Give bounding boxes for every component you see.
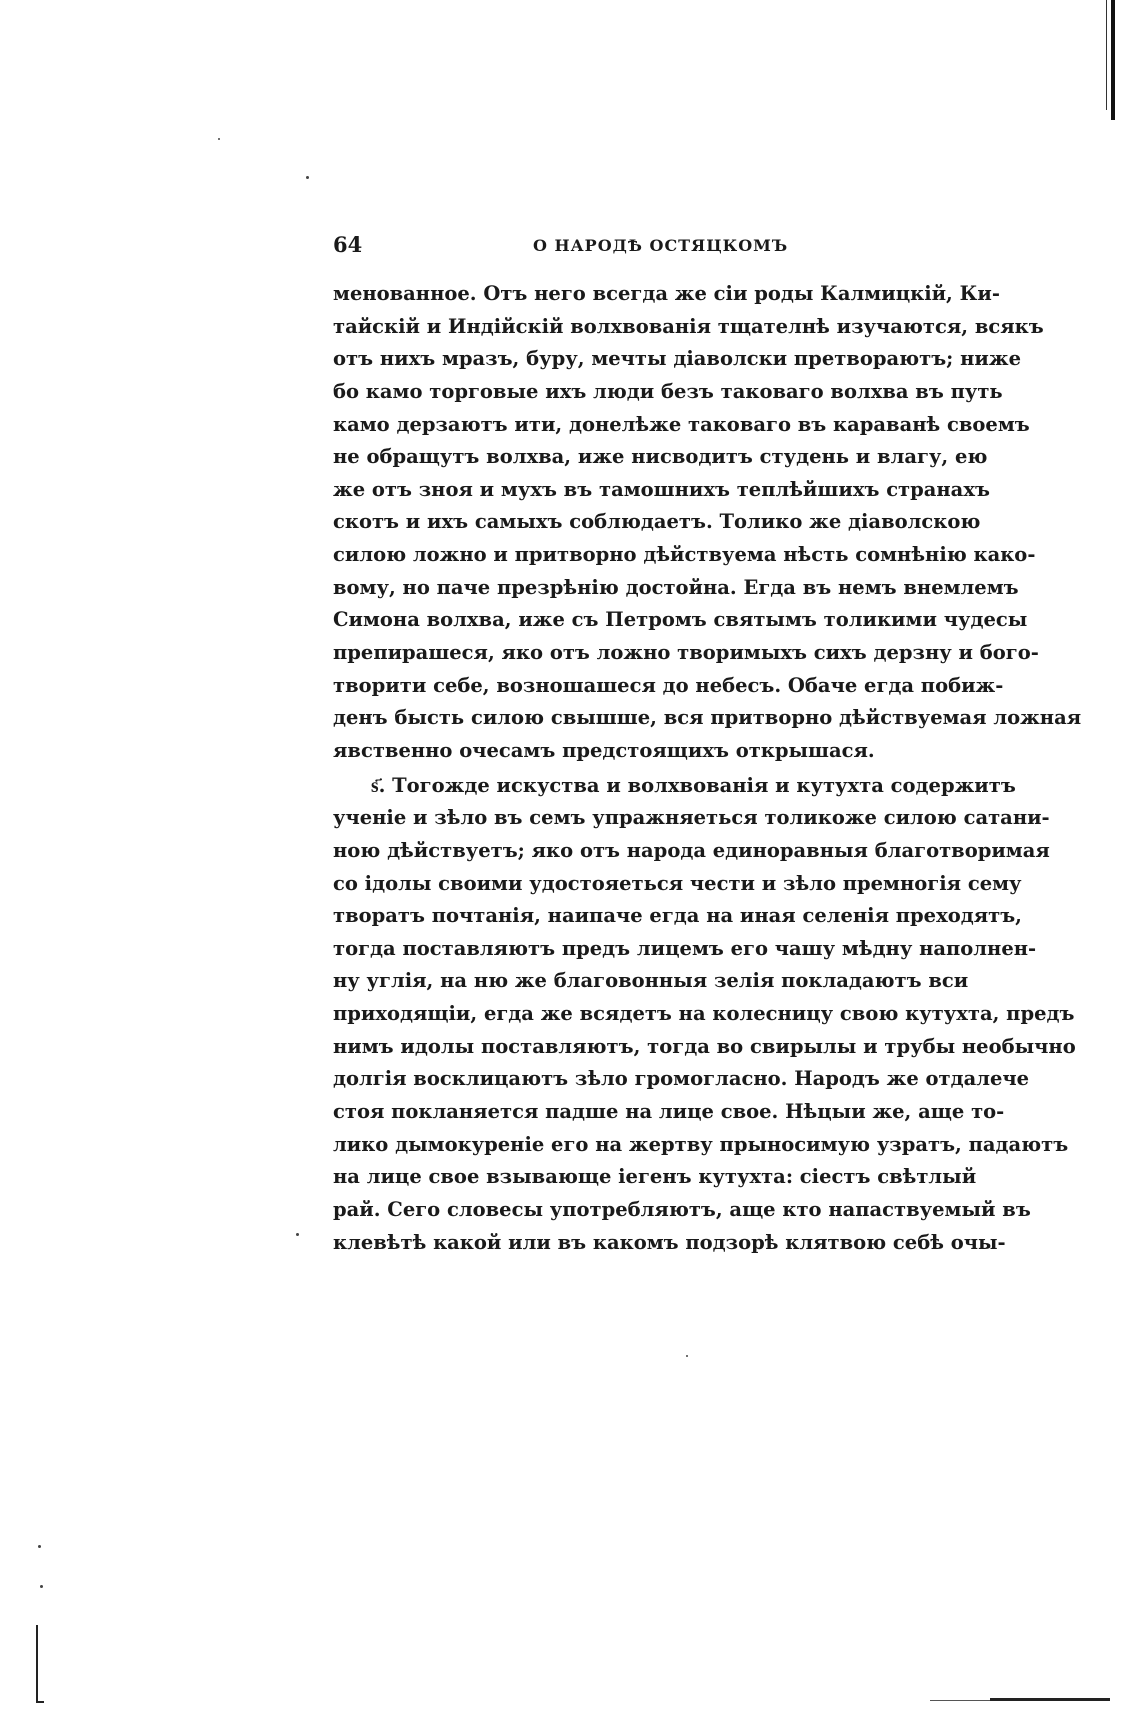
text-line: со ідолы своими удостояеться чести и зѣло премногія сему [333,871,1022,895]
text-line: клевѣтѣ какой или въ какомъ подзорѣ клятвою себѣ очы- [333,1230,1006,1254]
text-line: явственно очесамъ предстоящихъ открышася. [333,738,875,762]
scan-edge-line [1111,0,1115,120]
scan-speck [38,1545,41,1548]
text-line: нимъ идолы поставляютъ, тогда во свирылы и трубы необычно [333,1034,1076,1058]
text-line: ученіе и зѣло въ семъ упражняеться толикоже силою сатани- [333,806,1050,830]
page-number: 64 [333,232,363,257]
body-text [333,278,1082,1259]
text-line: приходящіи, егда же всядетъ на колесницу свою кутухта, предъ [333,1002,1075,1026]
text-line: Симона волхва, иже съ Петромъ святымъ толикими чудесы [333,608,1028,632]
paragraph [333,278,1082,768]
text-line: ною дѣйствуетъ; яко отъ народа единоравныя благотворимая [333,838,1050,862]
scan-speck [686,1355,688,1357]
scan-speck [218,138,220,140]
text-line: на лице свое взывающе іегенъ кутухта: сіестъ свѣтлый [333,1165,977,1189]
text-line: менованное. Отъ него всегда же сіи роды Калмицкій, Ки- [333,282,1000,305]
text-line: тогда поставляютъ предъ лицемъ его чашу мѣдну наполнен- [333,936,1037,960]
text-line: тайскій и Индійскій волхвованія тщателнѣ изучаются, всякъ [333,314,1044,338]
scan-speck [296,1233,299,1236]
scan-corner-mark [36,1625,44,1703]
text-line: камо дерзаютъ ити, донелѣже таковаго въ караванѣ своемъ [333,412,1030,436]
text-line: ну углія, на ню же благовонныя зелія покладаютъ вси [333,969,969,993]
text-line: отъ нихъ мразъ, буру, мечты діаволски претвораютъ; ниже [333,347,1021,371]
text-line: творити себе, возношашеся до небесъ. Обаче егда побиж- [333,673,1004,697]
text-line: ѕ҃. Тогожде искуства и волхвованія и кутухта содержитъ [371,773,1016,797]
text-line: бо камо торговые ихъ люди безъ таковаго волхва въ путь [333,379,1003,403]
text-line: денъ бысть силою свышше, вся притворно дѣйствуемая ложная [333,706,1082,730]
text-line: долгія восклицаютъ зѣло громогласно. Народъ же отдалече [333,1067,1030,1091]
scan-edge-line-thin [1106,0,1107,110]
text-line: скотъ и ихъ самыхъ соблюдаетъ. Толико же діаволскою [333,510,981,534]
text-line: препирашеся, яко отъ ложно творимыхъ сихъ дерзну и бого- [333,641,1039,665]
text-line: силою ложно и притворно дѣйствуема нѣсть сомнѣнію како- [333,543,1036,567]
text-line: творатъ почтанія, наипаче егда на иная селенія преходятъ, [333,904,1022,928]
scan-bottom-rule-thin [930,1700,990,1701]
text-line: вому, но паче презрѣнію достойна. Егда въ немъ внемлемъ [333,575,1019,599]
text-line: же отъ зноя и мухъ въ тамошнихъ теплѣйшихъ странахъ [333,477,990,501]
text-line: рай. Сего словесы употребляютъ, аще кто напаствуемый въ [333,1197,1031,1221]
scan-speck [40,1585,43,1588]
scan-speck [306,176,309,179]
text-line: лико дымокуреніе его на жертву прыносимую узратъ, падаютъ [333,1132,1069,1156]
text-line: не обращутъ волхва, иже нисводитъ студень и влагу, ею [333,445,988,469]
scan-bottom-rule [990,1698,1110,1701]
running-title: О НАРОДѢ ОСТЯЦКОМЪ [533,236,789,255]
text-line: стоя покланяется падше на лице свое. Нѣцыи же, аще то- [333,1100,1005,1124]
page-header [333,232,943,260]
paragraph [333,770,1076,1260]
